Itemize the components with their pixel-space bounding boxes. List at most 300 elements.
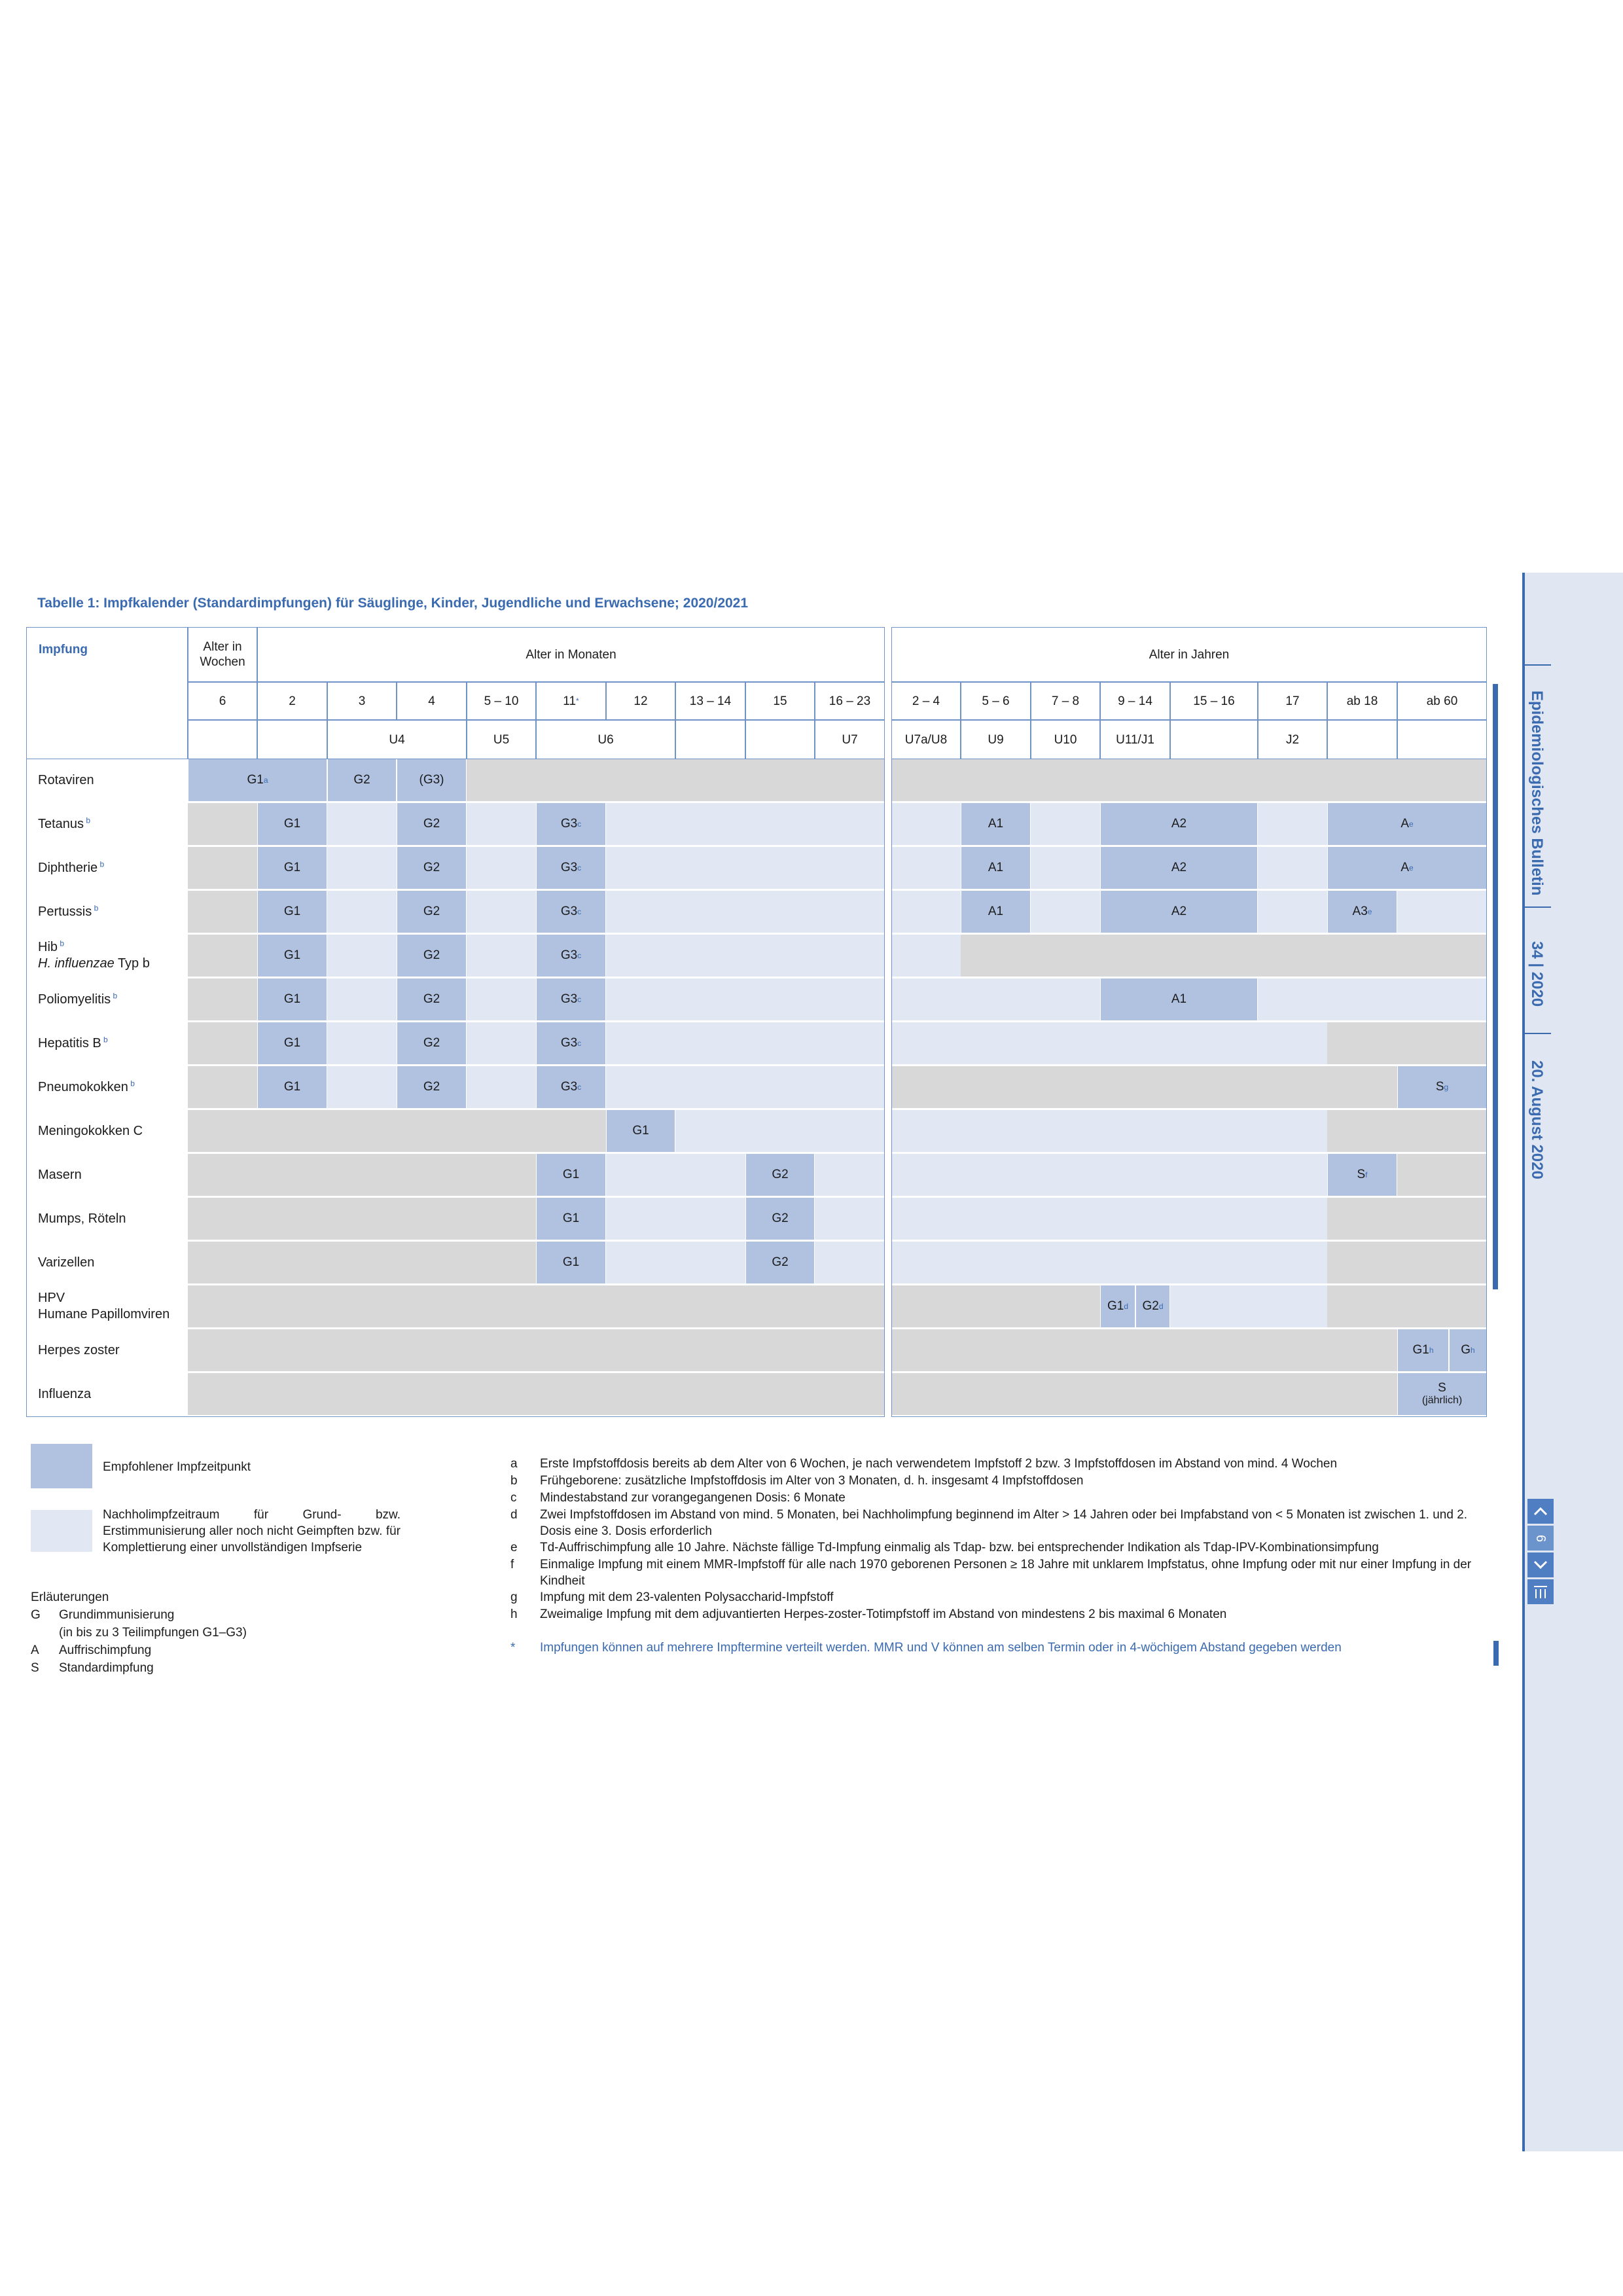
catch-up-cell <box>1031 1198 1100 1240</box>
catch-up-cell <box>467 891 536 933</box>
no-vaccination-cell <box>467 1154 536 1196</box>
no-vaccination-cell <box>1031 935 1100 977</box>
recommended-cell: A1 <box>961 847 1030 889</box>
no-vaccination-cell <box>188 978 257 1020</box>
no-vaccination-cell <box>188 803 257 845</box>
header-age-15: 17 <box>1258 682 1327 720</box>
no-vaccination-cell <box>257 1285 327 1327</box>
no-vaccination-cell <box>1327 1022 1397 1064</box>
footnote-text: Zwei Impfstoffdosen im Abstand von mind. 5 Monaten, bei Nachholimpfung beginnend im Alter > 14 Jahren oder bei Impfabstand von < 5 Monaten ist zwischen 1. und 2. Dosis eine 3. Dosis erforderlich <box>540 1508 1468 1538</box>
vaccine-name: Masern <box>38 1167 82 1182</box>
catch-up-cell <box>1258 847 1327 889</box>
catch-up-cell <box>891 891 961 933</box>
catch-up-cell <box>1327 978 1397 1020</box>
catch-up-cell <box>745 935 815 977</box>
recommended-cell: S f <box>1328 1154 1397 1196</box>
vaccine-name: Meningokokken C <box>38 1123 143 1138</box>
catch-up-cell <box>1031 1154 1100 1196</box>
recommended-cell: A1 <box>961 891 1030 933</box>
catch-up-cell <box>1258 1154 1327 1196</box>
vaccine-label: Hib $^b$ H. influenzae Typ b <box>26 935 183 977</box>
chevron-up-icon <box>1533 1507 1548 1516</box>
recommended-cell: G1 <box>258 847 327 889</box>
legend-catchup-label: Nachholimpfzeitraum für Grund- bzw. Erstimmunisierung aller noch nicht Geimpften bzw. für Komplettierung einer unvollständigen Impfserie <box>103 1508 401 1554</box>
no-vaccination-cell <box>467 1242 536 1283</box>
catch-up-cell <box>815 1022 885 1064</box>
vaccine-name: Pneumokokken <box>38 1079 128 1094</box>
vaccine-label <box>26 1154 183 1196</box>
recommended-cell: G2 <box>397 935 466 977</box>
catch-up-cell <box>675 1154 745 1196</box>
catch-up-cell <box>675 1022 745 1064</box>
catch-up-cell <box>606 1198 675 1240</box>
catch-up-cell <box>815 803 885 845</box>
catch-up-cell <box>675 1066 745 1108</box>
no-vaccination-cell <box>675 1373 745 1415</box>
no-vaccination-cell <box>675 1329 745 1371</box>
no-vaccination-cell <box>1397 1242 1487 1283</box>
catch-up-cell <box>1170 1154 1258 1196</box>
header-age-6: 12 <box>606 682 675 720</box>
catch-up-cell <box>815 1198 885 1240</box>
footnote <box>510 1556 1492 1589</box>
catch-up-cell <box>961 1154 1031 1196</box>
no-vaccination-cell <box>327 1242 397 1283</box>
header-age-11: 5 – 6 <box>961 682 1031 720</box>
recommended-cell: G1 <box>258 978 327 1020</box>
catch-up-cell <box>606 1022 675 1064</box>
no-vaccination-cell <box>467 759 885 801</box>
recommended-cell: A3 e <box>1328 891 1397 933</box>
footnote-key: a <box>510 1457 518 1471</box>
catch-up-cell <box>1170 1242 1258 1283</box>
catch-up-cell <box>327 978 397 1020</box>
header-age-5: 11 * <box>536 682 606 720</box>
journal-name: Epidemiologisches Bulletin <box>1528 691 1546 896</box>
catch-up-cell <box>1170 1022 1258 1064</box>
recommended-cell: G2 <box>746 1198 814 1240</box>
vaccine-name: Mumps, Röteln <box>38 1211 126 1226</box>
vaccine-label <box>26 1110 183 1152</box>
catch-up-cell <box>815 935 885 977</box>
no-vaccination-cell <box>745 1373 815 1415</box>
no-vaccination-cell <box>1100 935 1170 977</box>
recommended-cell: G1 <box>537 1242 605 1283</box>
accent-marker <box>1493 1641 1499 1666</box>
recommended-cell: G1 <box>258 891 327 933</box>
recommended-cell: G2 <box>397 891 466 933</box>
recommended-cell: G2 <box>397 978 466 1020</box>
catch-up-cell <box>467 935 536 977</box>
footnote <box>510 1507 1492 1539</box>
footnote-key: b <box>510 1474 518 1488</box>
vaccine-label <box>26 1285 183 1327</box>
no-vaccination-cell <box>891 1066 961 1108</box>
no-vaccination-cell <box>745 1285 815 1327</box>
no-vaccination-cell <box>257 1373 327 1415</box>
vaccine-label <box>26 1242 183 1283</box>
header-age-3: 4 <box>397 682 467 720</box>
footnote <box>510 1589 1492 1605</box>
vaccine-name: Influenza <box>38 1386 92 1401</box>
erl-key: S <box>31 1661 39 1675</box>
catch-up-cell <box>675 847 745 889</box>
catch-up-cell <box>467 1022 536 1064</box>
header-u-exam-3: U5 <box>467 720 536 759</box>
catch-up-cell <box>815 1154 885 1196</box>
vaccine-label: Tetanus $^b$ <box>26 803 183 845</box>
page-up-button[interactable] <box>1527 1499 1554 1524</box>
header-u-exam-10: U10 <box>1031 720 1100 759</box>
recommended-cell: A2 <box>1101 803 1257 845</box>
header-u-exam-9: U9 <box>961 720 1031 759</box>
menu-icon <box>1533 1584 1548 1600</box>
no-vaccination-cell <box>467 1285 536 1327</box>
catch-up-cell <box>891 1242 961 1283</box>
no-vaccination-cell <box>606 1373 675 1415</box>
no-vaccination-cell <box>467 1373 536 1415</box>
no-vaccination-cell <box>1258 1066 1327 1108</box>
header-age-2: 3 <box>327 682 397 720</box>
footnote-text: Zweimalige Impfung mit dem adjuvantierten Herpes-zoster-Totimpfstoff im Abstand von mindestens 2 bis maximal 6 Monaten <box>540 1607 1227 1621</box>
sidebar-divider <box>1525 906 1551 908</box>
recommended-cell: G3 c <box>537 1022 605 1064</box>
no-vaccination-cell <box>891 1329 961 1371</box>
catch-up-cell <box>1031 1110 1100 1152</box>
no-vaccination-cell <box>397 1373 467 1415</box>
footnote <box>510 1456 1492 1472</box>
chevron-down-icon <box>1533 1560 1548 1570</box>
catch-up-cell <box>1258 978 1327 1020</box>
recommended-cell: G3 c <box>537 1066 605 1108</box>
no-vaccination-cell <box>1258 1373 1327 1415</box>
catch-up-cell <box>467 847 536 889</box>
header-u-exam-1 <box>257 720 327 759</box>
catch-up-cell <box>891 978 961 1020</box>
footnote <box>510 1640 1492 1656</box>
catch-up-cell <box>891 803 961 845</box>
catch-up-cell <box>815 847 885 889</box>
catch-up-cell <box>961 1022 1031 1064</box>
no-vaccination-cell <box>1397 1198 1487 1240</box>
catch-up-cell <box>675 935 745 977</box>
catch-up-cell <box>1258 891 1327 933</box>
footnote-key: g <box>510 1590 518 1604</box>
catch-up-cell <box>1100 1154 1170 1196</box>
vaccine-label <box>26 1329 183 1371</box>
no-vaccination-cell <box>188 1242 257 1283</box>
no-vaccination-cell <box>327 1373 397 1415</box>
vaccine-subname: Humane Papillomviren <box>38 1307 170 1321</box>
header-age-1: 2 <box>257 682 327 720</box>
catch-up-cell <box>815 891 885 933</box>
catch-up-cell <box>1100 1022 1170 1064</box>
catch-up-cell <box>745 891 815 933</box>
no-vaccination-cell <box>397 1285 467 1327</box>
vaccine-subname: H. influenzae Typ b <box>38 956 150 971</box>
header-age-9: 16 – 23 <box>815 682 885 720</box>
recommended-cell: G h <box>1450 1329 1486 1371</box>
catch-up-cell <box>745 1066 815 1108</box>
catch-up-cell <box>961 1198 1031 1240</box>
no-vaccination-cell <box>1327 1242 1397 1283</box>
issue-number: 34 | 2020 <box>1528 941 1546 1007</box>
catch-up-cell <box>327 803 397 845</box>
catch-up-cell <box>675 1110 745 1152</box>
vaccine-label: Poliomyelitis $^b$ <box>26 978 183 1020</box>
catch-up-cell <box>327 1022 397 1064</box>
catch-up-cell <box>675 978 745 1020</box>
no-vaccination-cell <box>1100 1373 1170 1415</box>
catch-up-cell <box>467 1066 536 1108</box>
vaccine-name: Hepatitis B <box>38 1035 101 1050</box>
header-u-exam-15 <box>1397 720 1487 759</box>
no-vaccination-cell <box>961 1373 1031 1415</box>
recommended-cell: A1 <box>961 803 1030 845</box>
header-age-10: 2 – 4 <box>891 682 961 720</box>
catch-up-cell <box>745 803 815 845</box>
page-number <box>1527 1526 1554 1551</box>
erl-key: G <box>31 1608 41 1622</box>
catch-up-cell <box>1397 891 1487 933</box>
catch-up-cell <box>1031 891 1100 933</box>
recommended-cell: G3 c <box>537 935 605 977</box>
vaccine-name: Tetanus <box>38 816 84 831</box>
no-vaccination-cell <box>961 1285 1031 1327</box>
footnote-text: Impfungen können auf mehrere Impftermine verteilt werden. MMR und V können am selben Termin oder in 4-wöchigem Abstand gegeben werden <box>540 1641 1342 1655</box>
recommended-cell: G1 d <box>1101 1285 1135 1327</box>
catch-up-cell <box>606 891 675 933</box>
erl-text: Grundimmunisierung <box>59 1608 175 1622</box>
no-vaccination-cell <box>536 1373 606 1415</box>
catch-up-cell <box>675 803 745 845</box>
recommended-cell: A2 <box>1101 891 1257 933</box>
recommended-cell: G1 <box>258 1066 327 1108</box>
catch-up-cell <box>961 1110 1031 1152</box>
catch-up-cell <box>1258 1242 1327 1283</box>
recommended-cell: A2 <box>1101 847 1257 889</box>
sidebar-divider <box>1525 1033 1551 1034</box>
recommended-cell: G1 <box>258 935 327 977</box>
vaccine-name: Herpes zoster <box>38 1342 120 1357</box>
no-vaccination-cell <box>257 1110 327 1152</box>
no-vaccination-cell <box>1397 1110 1487 1152</box>
sidebar-border <box>1522 573 1525 2151</box>
catch-up-cell <box>327 1066 397 1108</box>
recommended-cell: G2 <box>397 803 466 845</box>
catch-up-cell <box>1031 1242 1100 1283</box>
footnote <box>510 1606 1492 1623</box>
footnote-key: d <box>510 1508 518 1522</box>
catch-up-cell <box>675 1242 745 1283</box>
recommended-cell: G2 <box>746 1154 814 1196</box>
footnote-key: e <box>510 1541 518 1554</box>
catch-up-cell <box>1031 978 1100 1020</box>
recommended-cell: G1 <box>537 1154 605 1196</box>
recommended-cell: G3 c <box>537 891 605 933</box>
catch-up-cell <box>891 1110 961 1152</box>
no-vaccination-cell <box>1258 1329 1327 1371</box>
catch-up-cell <box>675 891 745 933</box>
recommended-cell: G2 <box>397 847 466 889</box>
catch-up-cell <box>1170 1285 1258 1327</box>
no-vaccination-cell <box>1327 1329 1397 1371</box>
catch-up-cell <box>745 978 815 1020</box>
no-vaccination-cell <box>257 1198 327 1240</box>
vaccine-name: Diphtherie <box>38 860 98 875</box>
no-vaccination-cell <box>891 759 1487 801</box>
erl-text: (in bis zu 3 Teilimpfungen G1–G3) <box>59 1626 247 1640</box>
footnote-text: Impfung mit dem 23-valenten Polysaccharid-Impfstoff <box>540 1590 834 1604</box>
recommended-cell: G1 a <box>188 759 327 801</box>
catch-up-cell <box>961 978 1031 1020</box>
catch-up-cell <box>606 1066 675 1108</box>
no-vaccination-cell <box>188 1373 257 1415</box>
recommended-cell: G2 <box>397 1022 466 1064</box>
catch-up-cell <box>1258 1285 1327 1327</box>
no-vaccination-cell <box>188 1329 257 1371</box>
catch-up-cell <box>467 978 536 1020</box>
footnote-key: f <box>510 1558 514 1571</box>
issue-date: 20. August 2020 <box>1528 1060 1546 1179</box>
no-vaccination-cell <box>536 1285 606 1327</box>
recommended-cell: G1 <box>537 1198 605 1240</box>
header-age-16: ab 18 <box>1327 682 1397 720</box>
accent-bar <box>1493 684 1498 1289</box>
header-u-exam-8: U7a/U8 <box>891 720 961 759</box>
recommended-cell: G1 <box>607 1110 675 1152</box>
vaccine-label: Hepatitis B $^b$ <box>26 1022 183 1064</box>
footnote <box>510 1539 1492 1556</box>
catch-up-cell <box>891 1022 961 1064</box>
no-vaccination-cell <box>467 1110 536 1152</box>
page-number-label: 6 <box>1533 1534 1548 1542</box>
no-vaccination-cell <box>1327 1198 1397 1240</box>
footnote <box>510 1473 1492 1489</box>
header-u-exam-6 <box>745 720 815 759</box>
no-vaccination-cell <box>891 1285 961 1327</box>
erl-text: Auffrischimpfung <box>59 1643 152 1657</box>
header-age-12: 7 – 8 <box>1031 682 1100 720</box>
no-vaccination-cell <box>1031 1329 1100 1371</box>
no-vaccination-cell <box>1031 1066 1100 1108</box>
recommended-cell: G2 <box>397 1066 466 1108</box>
vaccine-name: Rotaviren <box>38 772 94 787</box>
no-vaccination-cell <box>188 1066 257 1108</box>
menu-button[interactable] <box>1527 1579 1554 1604</box>
catch-up-cell <box>891 1198 961 1240</box>
catch-up-cell <box>961 1242 1031 1283</box>
no-vaccination-cell <box>1327 1373 1397 1415</box>
page-down-button[interactable] <box>1527 1552 1554 1577</box>
no-vaccination-cell <box>327 1285 397 1327</box>
no-vaccination-cell <box>397 1154 467 1196</box>
no-vaccination-cell <box>1170 1066 1258 1108</box>
recommended-cell: A e <box>1328 803 1486 845</box>
no-vaccination-cell <box>188 1285 257 1327</box>
no-vaccination-cell <box>961 935 1031 977</box>
catch-up-cell <box>815 1066 885 1108</box>
header-u-exam-7: U7 <box>815 720 885 759</box>
catch-up-cell <box>891 935 961 977</box>
no-vaccination-cell <box>1170 935 1258 977</box>
no-vaccination-cell <box>1397 935 1487 977</box>
footnote-text: Erste Impfstoffdosis bereits ab dem Alter von 6 Wochen, je nach verwendetem Impfstoff 2 bzw. 3 Impfstoffdosen im Abstand von mind. 4 Wochen <box>540 1457 1338 1471</box>
vaccine-label: Pneumokokken $^b$ <box>26 1066 183 1108</box>
recommended-cell: G1 h <box>1398 1329 1448 1371</box>
catch-up-cell <box>606 935 675 977</box>
catch-up-cell <box>606 1154 675 1196</box>
no-vaccination-cell <box>257 1154 327 1196</box>
vaccine-name: Varizellen <box>38 1255 95 1270</box>
header-age-14: 15 – 16 <box>1170 682 1258 720</box>
erl-text: Standardimpfung <box>59 1661 154 1675</box>
catch-up-cell <box>1100 1242 1170 1283</box>
catch-up-cell <box>1170 1110 1258 1152</box>
recommended-cell: G3 c <box>537 978 605 1020</box>
header-alter-jahren: Alter in Jahren <box>891 627 1487 682</box>
catch-up-cell <box>891 1154 961 1196</box>
no-vaccination-cell <box>815 1285 885 1327</box>
catch-up-cell <box>745 1110 815 1152</box>
recommended-cell: G3 c <box>537 803 605 845</box>
catch-up-cell <box>1031 847 1100 889</box>
no-vaccination-cell <box>327 1329 397 1371</box>
vaccine-name: Hib <box>38 940 58 954</box>
no-vaccination-cell <box>745 1329 815 1371</box>
recommended-cell: G2 <box>746 1242 814 1283</box>
no-vaccination-cell <box>188 891 257 933</box>
catch-up-cell <box>1031 1022 1100 1064</box>
catch-up-cell <box>891 847 961 889</box>
vaccine-name: Poliomyelitis <box>38 992 111 1007</box>
legend-recommended-label: Empfohlener Impfzeitpunkt <box>103 1460 251 1474</box>
header-u-exam-2: U4 <box>327 720 467 759</box>
no-vaccination-cell <box>1327 935 1397 977</box>
sidebar-divider <box>1525 664 1551 666</box>
footnote-text: Einmalige Impfung mit einem MMR-Impfstoff für alle nach 1970 geborenen Personen ≥ 18 Jahre mit unklarem Impfstatus, ohne Impfung oder mit nur einer Impfung in der Kindheit <box>540 1558 1472 1588</box>
header-u-exam-0 <box>188 720 257 759</box>
catch-up-cell <box>745 847 815 889</box>
catch-up-cell <box>1258 1110 1327 1152</box>
no-vaccination-cell <box>1170 1329 1258 1371</box>
footnote-key: * <box>510 1641 516 1655</box>
catch-up-cell <box>815 1242 885 1283</box>
header-age-17: ab 60 <box>1397 682 1487 720</box>
erl-key: A <box>31 1643 39 1657</box>
catch-up-cell <box>815 978 885 1020</box>
vaccine-label: Pertussis $^b$ <box>26 891 183 933</box>
no-vaccination-cell <box>188 847 257 889</box>
footnote-text: Mindestabstand zur vorangegangenen Dosis: 6 Monate <box>540 1491 846 1505</box>
recommended-cell: G1 <box>258 1022 327 1064</box>
catch-up-cell <box>327 935 397 977</box>
erlaeuterungen-title: Erläuterungen <box>31 1590 109 1604</box>
no-vaccination-cell <box>257 1242 327 1283</box>
no-vaccination-cell <box>1327 1066 1397 1108</box>
no-vaccination-cell <box>1327 1110 1397 1152</box>
header-age-7: 13 – 14 <box>675 682 745 720</box>
no-vaccination-cell <box>1397 1022 1487 1064</box>
recommended-cell: (G3) <box>397 759 466 801</box>
no-vaccination-cell <box>467 1329 536 1371</box>
header-age-13: 9 – 14 <box>1100 682 1170 720</box>
no-vaccination-cell <box>1031 1285 1100 1327</box>
no-vaccination-cell <box>1031 1373 1100 1415</box>
catch-up-cell <box>1258 1022 1327 1064</box>
no-vaccination-cell <box>1397 1154 1487 1196</box>
recommended-cell: S (jährlich) <box>1398 1373 1486 1415</box>
